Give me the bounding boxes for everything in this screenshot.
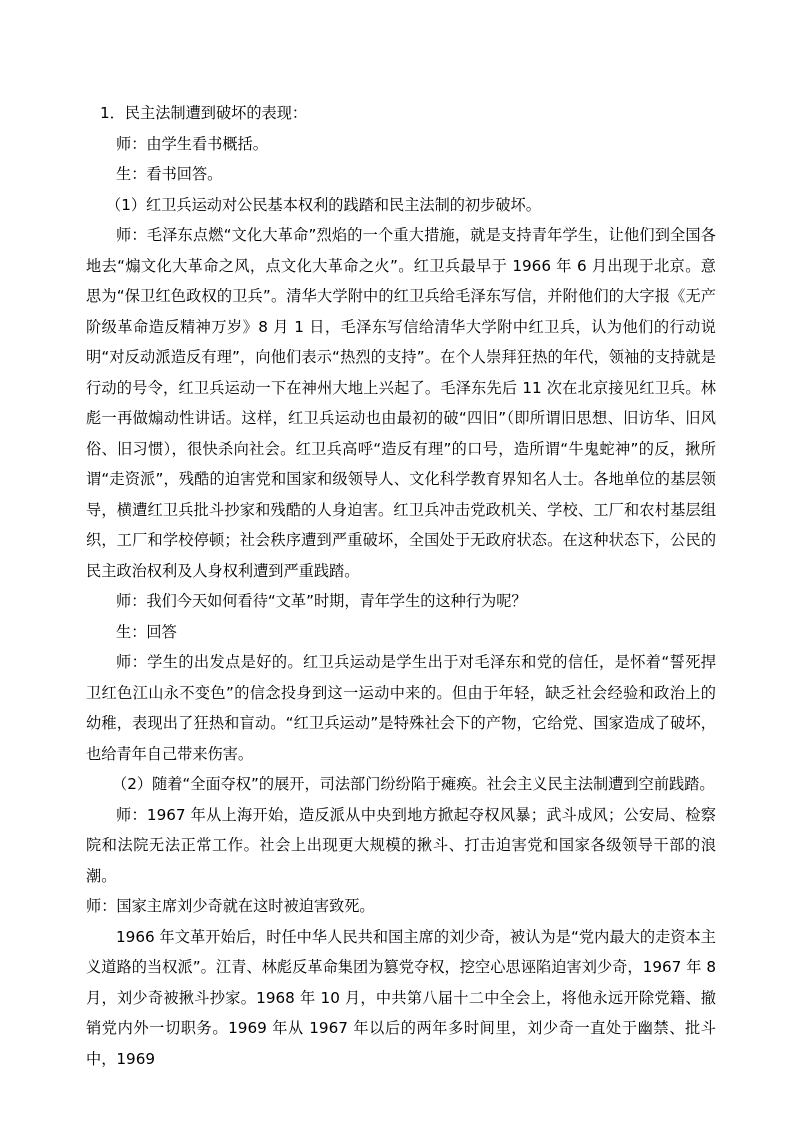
teacher-paragraph-evaluation: 师：学生的出发点是好的。红卫兵运动是学生出于对毛泽东和党的信任，是怀着“誓死捍卫红色江山永不变色”的信念投身到这一运动中来的。但由于年轻，缺乏社会经验和政治上的幼稚，表现出了狂热和盲动。“红卫兵运动”是特殊社会下的产物，它给党、国家造成了破坏，也给青年自己带来伤害。 (86, 653, 716, 763)
teacher-paragraph-1967: 师：1967 年从上海开始，造反派从中央到地方掀起夺权风暴；武斗成风；公安局、检察院和法院无法正常工作。社会上出现更大规模的揪斗、打击迫害党和国家各级领导干部的浪潮。 (86, 805, 716, 885)
teacher-line-summary: 师：由学生看书概括。 (116, 134, 268, 153)
student-response: 生：回答 (116, 622, 177, 641)
teacher-question: 师：我们今天如何看待“文革”时期，青年学生的这种行为呢？ (116, 592, 527, 610)
subheading-red-guard: （1）红卫兵运动对公民基本权利的践踏和民主法制的初步破坏。 (106, 195, 541, 214)
teacher-paragraph-red-guard: 师：毛泽东点燃“文化大革命”烈焰的一个重大措施，就是支持青年学生，让他们到全国各地去“煽文化大革命之风，点文化大革命之火”。红卫兵最早于 1966 年 6 月出现于北京。意思为“保卫红色政权的卫兵”。清华大学附中的红卫兵给毛泽东写信，并附他们的大字报《无产阶级革命造反精神万岁》8 月 1 日，毛泽东写信给清华大学附中红卫兵，认为他们的行动说明“对反动派造反有理”，向他们表示“热烈的支持”。在个人崇拜狂热的年代，领袖的支持就是行动的号令，红卫兵运动一下在神州大地上兴起了。毛泽东先后 11 次在北京接见红卫兵。林彪一再做煽动性讲话。这样，红卫兵运动也由最初的破“四旧”（即所谓旧思想、旧访华、旧风俗、旧习惯），很快杀向社会。红卫兵高呼“造反有理”的口号，造所谓“牛鬼蛇神”的反，揪所谓“走资派”，残酷的迫害党和国家和级领导人、文化科学教育界知名人士。各地单位的基层领导，横遭红卫兵批斗抄家和残酷的人身迫害。红卫兵冲击党政机关、学校、工厂和农村基层组织，工厂和学校停顿；社会秩序遭到严重破坏，全国处于无政府状态。在这种状态下，公民的民主政治权利及人身权利遭到严重践踏。 (86, 226, 716, 580)
subheading-power-seizure: （2）随着“全面夺权”的展开，司法部门纷纷陷于瘫痪。社会主义民主法制遭到空前践踏。 (112, 775, 715, 793)
section-heading-democracy-damage: 1．民主法制遭到破坏的表现： (100, 104, 308, 122)
document-body (86, 98, 716, 1074)
teacher-line-liu-shaoqi: 师：国家主席刘少奇就在这时被迫害致死。 (86, 897, 375, 915)
paragraph-liu-shaoqi-history: 1966 年文革开始后，时任中华人民共和国主席的刘少奇，被认为是“党内最大的走资本主义道路的当权派”。江青、林彪反革命集团为篡党夺权，挖空心思诬陷迫害刘少奇，1967 年 8 月，刘少奇被揪斗抄家。1968 年 10 月，中共第八届十二中全会上，将他永远开除党籍、撤销党内外一切职务。1969 年从 1967 年以后的两年多时间里，刘少奇一直处于幽禁、批斗中，1969 (86, 927, 716, 1068)
student-line-answer: 生：看书回答。 (116, 165, 223, 183)
